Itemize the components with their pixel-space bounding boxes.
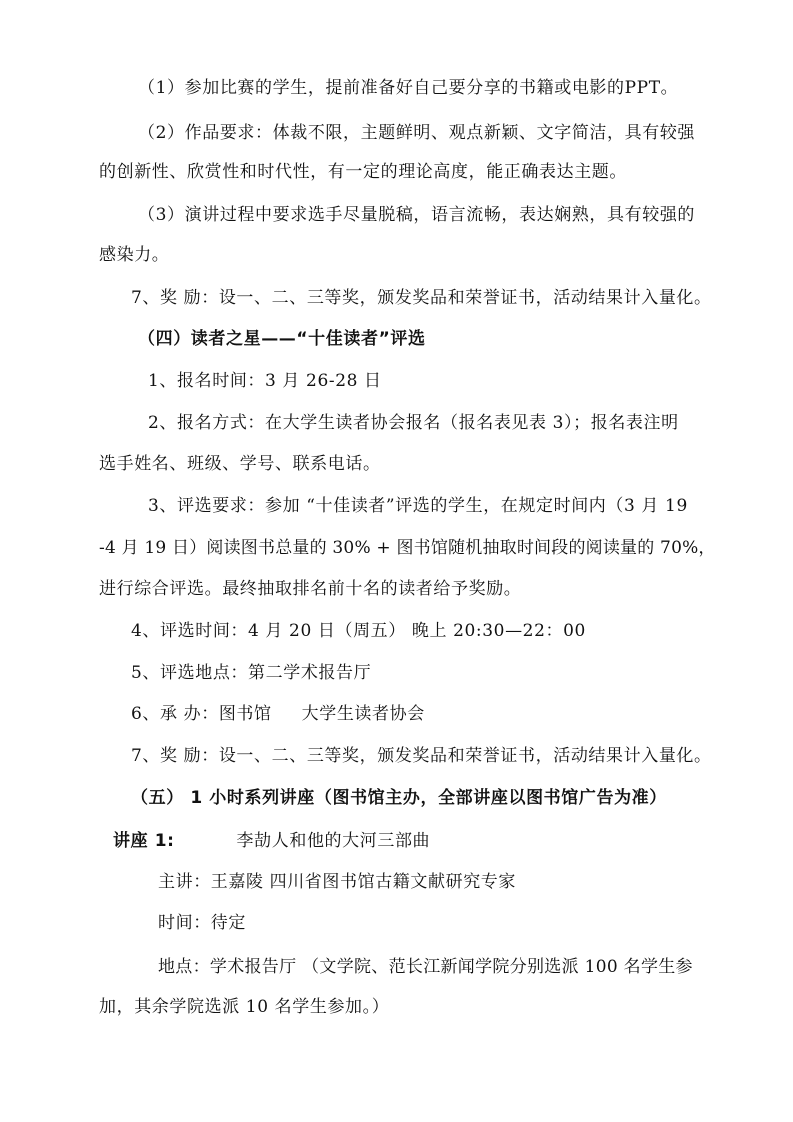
item-prepare-ppt: （1）参加比赛的学生，提前准备好自己要分享的书籍或电影的PPT。: [138, 78, 679, 98]
item-selection-time: 4、评选时间：4 月 20 日（周五） 晚上 20:30—22：00: [131, 621, 586, 641]
item-award-section4: 7、奖 励：设一、二、三等奖，颁发奖品和荣誉证书，活动结果计入量化。: [131, 746, 712, 766]
item-signup-method-line2: 选手姓名、班级、学号、联系电话。: [99, 454, 381, 474]
lecture-title: 李劼人和他的大河三部曲: [236, 831, 431, 851]
item-selection-requirements-line1: 3、评选要求：参加 “十佳读者”评选的学生，在规定时间内（3 月 19: [148, 496, 688, 516]
item-work-requirements-line2: 的创新性、欣赏性和时代性，有一定的理论高度，能正确表达主题。: [99, 162, 627, 182]
item-selection-requirements-line2: -4 月 19 日）阅读图书总量的 30% + 图书馆随机抽取时间段的阅读量的 70%，: [99, 538, 716, 558]
item-signup-time: 1、报名时间：3 月 26-28 日: [148, 371, 382, 391]
lecture-place-line1: 地点：学术报告厅 （文学院、范长江新闻学院分别选派 100 名学生参: [158, 957, 693, 977]
item-selection-place: 5、评选地点：第二学术报告厅: [131, 663, 372, 683]
item-work-requirements-line1: （2）作品要求：体裁不限，主题鲜明、观点新颖、文字简洁，具有较强: [138, 123, 696, 143]
item-speech-requirements-line1: （3）演讲过程中要求选手尽量脱稿，语言流畅，表达娴熟，具有较强的: [138, 205, 696, 225]
section5-heading: （五） 1 小时系列讲座（图书馆主办，全部讲座以图书馆广告为准）: [131, 788, 667, 808]
lecture-time: 时间：待定: [158, 913, 246, 933]
section4-heading: （四）读者之星——“十佳读者”评选: [138, 329, 426, 349]
item-signup-method-line1: 2、报名方式：在大学生读者协会报名（报名表见表 3）；报名表注明: [148, 413, 679, 433]
item-award-section3: 7、奖 励：设一、二、三等奖，颁发奖品和荣誉证书，活动结果计入量化。: [131, 288, 712, 308]
lecture-place-line2: 加，其余学院选派 10 名学生参加。）: [99, 997, 390, 1017]
lecture-speaker: 主讲：王嘉陵 四川省图书馆古籍文献研究专家: [158, 872, 517, 892]
item-selection-requirements-line3: 进行综合评选。最终抽取排名前十名的读者给予奖励。: [99, 579, 522, 599]
item-organizer: [131, 702, 425, 726]
item-speech-requirements-line2: 感染力。: [99, 245, 170, 265]
organizer-association: 大学生读者协会: [301, 704, 425, 724]
lecture-label: 讲座 1:: [113, 831, 175, 851]
lecture-1-row: [113, 829, 430, 853]
organizer-label: 6、承 办：图书馆: [131, 704, 272, 724]
